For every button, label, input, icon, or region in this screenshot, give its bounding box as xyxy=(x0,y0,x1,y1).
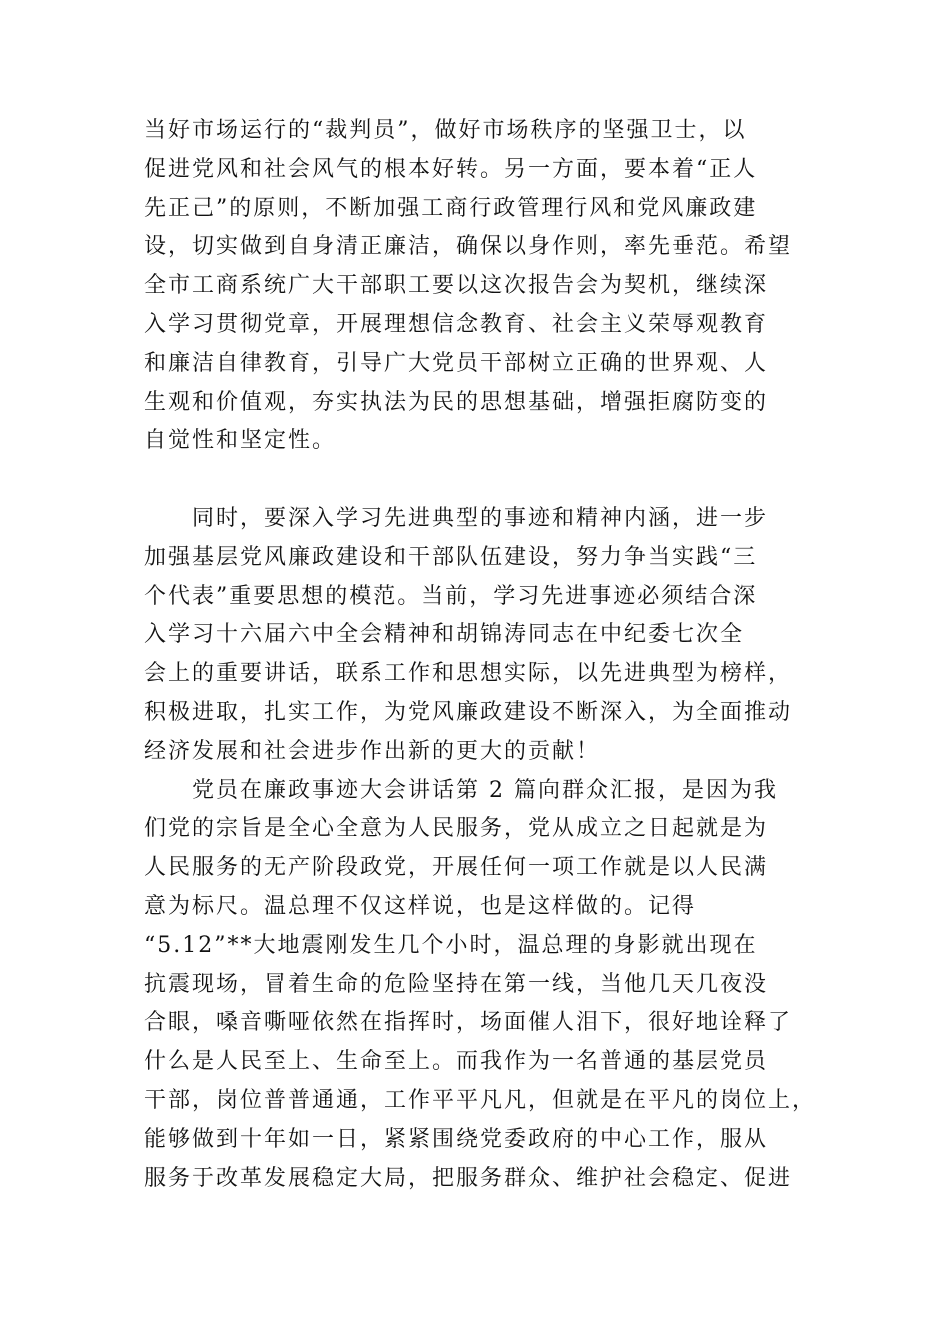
text-line: 干部，岗位普普通通，工作平平凡凡，但就是在平凡的岗位上， xyxy=(144,1087,817,1113)
text-line: 自觉性和坚定性。 xyxy=(144,428,337,454)
text-line: 个代表”重要思想的模范。当前，学习先进事迹必须结合深 xyxy=(144,583,758,609)
text-line: 合眼，嗓音嘶哑依然在指挥时，场面催人泪下，很好地诠释了 xyxy=(144,1010,793,1036)
text-line: “5.12”**大地震刚发生几个小时，温总理的身影就出现在 xyxy=(144,932,758,958)
paragraph-2 xyxy=(144,500,824,772)
text-line: 设，切实做到自身清正廉洁，确保以身作则，率先垂范。希望 xyxy=(144,234,793,260)
text-line: 同时，要深入学习先进典型的事迹和精神内涵，进一步 xyxy=(144,505,769,531)
text-line: 们党的宗旨是全心全意为人民服务，党从成立之日起就是为 xyxy=(144,816,769,842)
text-line: 当好市场运行的“裁判员”，做好市场秩序的坚强卫士，以 xyxy=(144,118,747,143)
text-line: 促进党风和社会风气的根本好转。另一方面，要本着“正人 xyxy=(144,156,758,182)
document-body xyxy=(144,112,824,1198)
text-line: 能够做到十年如一日，紧紧围绕党委政府的中心工作，服从 xyxy=(144,1126,769,1152)
paragraph-3 xyxy=(144,772,824,1199)
text-line: 和廉洁自律教育，引导广大党员干部树立正确的世界观、人 xyxy=(144,350,769,376)
text-line: 人民服务的无产阶段政党，开展任何一项工作就是以人民满 xyxy=(144,855,769,881)
text-line: 全市工商系统广大干部职工要以这次报告会为契机，继续深 xyxy=(144,273,769,299)
paragraph-1 xyxy=(144,112,824,461)
text-line: 入学习十六届六中全会精神和胡锦涛同志在中纪委七次全 xyxy=(144,622,745,648)
text-line: 什么是人民至上、生命至上。而我作为一名普通的基层党员 xyxy=(144,1049,769,1075)
text-line: 生观和价值观，夯实执法为民的思想基础，增强拒腐防变的 xyxy=(144,389,769,415)
text-line: 加强基层党风廉政建设和干部队伍建设，努力争当实践“三 xyxy=(144,544,758,570)
text-line: 抗震现场，冒着生命的危险坚持在第一线，当他几天几夜没 xyxy=(144,971,769,997)
text-line: 先正己”的原则，不断加强工商行政管理行风和党风廉政建 xyxy=(144,195,758,221)
text-line: 入学习贯彻党章，开展理想信念教育、社会主义荣辱观教育 xyxy=(144,311,769,337)
text-line: 服务于改革发展稳定大局，把服务群众、维护社会稳定、促进 xyxy=(144,1165,793,1191)
text-line: 意为标尺。温总理不仅这样说，也是这样做的。记得 xyxy=(144,893,697,919)
paragraph-spacer xyxy=(144,461,824,500)
text-line: 党员在廉政事迹大会讲话第 2 篇向群众汇报，是因为我 xyxy=(144,777,778,803)
text-line: 经济发展和社会进步作出新的更大的贡献！ xyxy=(144,738,601,764)
text-line: 会上的重要讲话，联系工作和思想实际，以先进典型为榜样， xyxy=(144,661,793,687)
text-line: 积极进取，扎实工作，为党风廉政建设不断深入，为全面推动 xyxy=(144,699,793,725)
